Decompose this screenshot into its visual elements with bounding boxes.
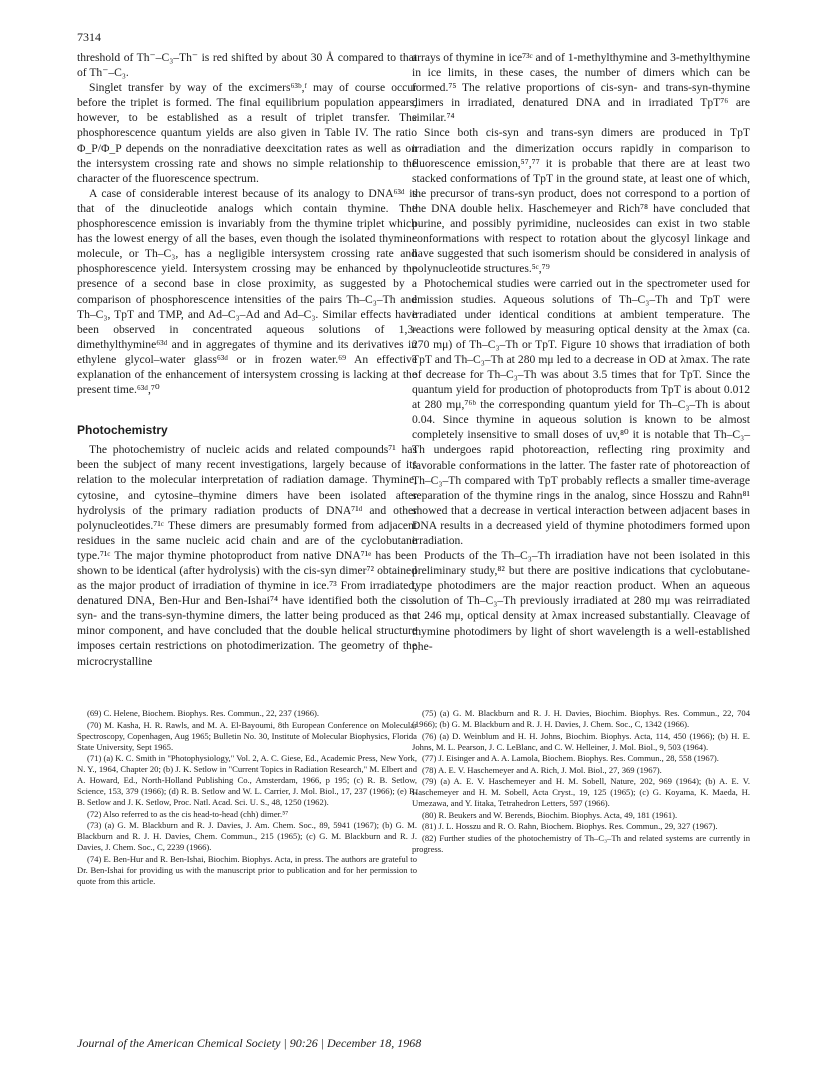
- reference-item: (79) (a) A. E. V. Haschemeyer and H. M. Sobell, Nature, 202, 969 (1964); (b) A. E. V. Haschemeyer and H. M. Sobell, Acta Cryst., 19, 125 (1965); (c) G. Koyama, K. Maeda, H. Umezawa, and Y. Iitaka, Tetrahedron Letters, 597 (1966).: [412, 776, 750, 808]
- body-paragraph: arrays of thymine in ice⁷³ᶜ and of 1-methylthymine and 3-methylthymine in ice limits, in these cases, the number of dimers which can be formed.⁷⁵ The relative proportions of cis-syn- and trans-syn-thymine dimers in irradiated, denatured DNA and in irradiated TpT⁷⁶ are similar.⁷⁴: [412, 51, 750, 125]
- references-left: [77, 708, 417, 887]
- reference-item: (72) Also referred to as the cis head-to-head (chh) dimer.⁵⁷: [87, 808, 289, 819]
- reference-item: (81) J. L. Hosszu and R. O. Rahn, Biochem. Biophys. Res. Commun., 29, 327 (1967).: [422, 821, 718, 831]
- body-paragraph: threshold of Th⁻–C₃–Th⁻ is red shifted by about 30 Å compared to that of Th⁻–C₃.: [77, 51, 417, 80]
- reference-item: (71) (a) K. C. Smith in "Photophysiology," Vol. 2, A. C. Giese, Ed., Academic Press, New York, N. Y., 1964, Chapter 20; (b) J. K. Setlow in "Current Topics in Radiation Research," M. Elbert and A. Howard, Ed., North-Holland Publishing Co., Amsterdam, 1966, p 195; (c) R. B. Setlow, Science, 153, 379 (1966); (d) R. B. Setlow and W. L. Carrier, J. Mol. Biol., 17, 237 (1966); (e) R. B. Setlow and J. K. Setlow, Proc. Natl. Acad. Sci. U. S., 48, 1250 (1962).: [77, 753, 417, 807]
- reference-item: (80) R. Beukers and W. Berends, Biochim. Biophys. Acta, 49, 181 (1961).: [422, 809, 678, 820]
- reference-item: (69) C. Helene, Biochem. Biophys. Res. Commun., 22, 237 (1966).: [87, 708, 320, 718]
- right-column: [412, 50, 750, 654]
- reference-item: (74) E. Ben-Hur and R. Ben-Ishai, Biochim. Biophys. Acta, in press. The authors are grateful to Dr. Ben-Ishai for providing us with the manuscript prior to publication and for her permission to quote from this article.: [77, 853, 417, 886]
- reference-item: (77) J. Eisinger and A. A. Lamola, Biochem. Biophys. Res. Commun., 28, 558 (1967).: [422, 753, 719, 763]
- references-right: [412, 708, 750, 855]
- journal-footer: Journal of the American Chemical Society | 90:26 | December 18, 1968: [77, 1036, 422, 1050]
- reference-item: (76) (a) D. Weinblum and H. H. Johns, Biochim. Biophys. Acta, 114, 450 (1966); (b) H. E. Johns, M. L. Pearson, J. C. LeBlanc, and C. W. Helleiner, J. Mol. Biol., 9, 503 (1964).: [412, 730, 750, 752]
- body-paragraph: The photochemistry of nucleic acids and related compounds⁷¹ has been the subject of many recent investigations, largely because of its relation to the molecular interpretation of radiation damage. Thymine, cytosine, and cytosine–thymine dimers have been isolated after hydrolysis of the primary radiation products of DNA⁷¹ᵈ and other polynucleotides.⁷¹ᶜ These dimers are presumably formed from adjacent residues in the same nucleic acid chain and are of the cyclobutane type.⁷¹ᶜ The major thymine photoproduct from native DNA⁷¹ᵉ has been shown to be identical (after hydrolysis) with the cis-syn dimer⁷² obtained as the major product of irradiation of thymine in ice.⁷³ From irradiated, denatured DNA, Ben-Hur and Ben-Ishai⁷⁴ have identified both the cis-syn- and the trans-syn-thymine dimers, the latter being produced as the minor component, and have concluded that the double helical structure imposes certain restrictions on photodimerization. The geometry of the microcrystalline: [77, 443, 417, 668]
- reference-item: (75) (a) G. M. Blackburn and R. J. H. Davies, Biochim. Biophys. Res. Commun., 22, 704 (1966); (b) G. M. Blackburn and R. J. H. Davies, J. Chem. Soc., C, 1342 (1966).: [412, 708, 750, 729]
- reference-item: (82) Further studies of the photochemistry of Th–C₃–Th and related systems are currently in progress.: [412, 832, 750, 854]
- reference-item: (70) M. Kasha, H. R. Rawls, and M. A. El-Bayoumi, 8th European Conference on Molecular Spectroscopy, Copenhagen, Aug 1965; Bulletin No. 30, Institute of Molecular Biophysics, Florida State University, Sept 1965.: [77, 719, 417, 752]
- page-number: 7314: [77, 30, 101, 44]
- body-paragraph: Singlet transfer by way of the excimers⁶³ᵇ,ᶠ may of course occur before the triplet is formed. The final equilibrium population appears, however, to be established as a result of triplet transfer. The phosphorescence quantum yields are also given in Table IV. The ratio Φ_P/Φ_P depends on the nonradiative deexcitation rates as well as on the intersystem crossing rate and shows no simple relationship to the character of the fluorescence spectrum.: [77, 81, 417, 185]
- body-paragraph: Since both cis-syn and trans-syn dimers are produced in TpT irradiation and the dimerization occurs rapidly in comparison to fluorescence emission,⁵⁷,⁷⁷ it is probable that there are at least two stacked conformations of TpT in the ground state, at least one of which, the precursor of trans-syn product, does not correspond to a portion of the DNA double helix. Haschemeyer and Rich⁷⁸ have concluded that purine, and possibly pyrimidine, nucleosides can exist in two stable conformations with respect to rotation about the glycosyl linkage and have suggested that such isomerism should be considered in analysis of polynucleotide structures.⁵ᶜ,⁷⁹: [412, 126, 750, 276]
- left-column: [77, 50, 417, 669]
- body-paragraph: A case of considerable interest because of its analogy to DNA⁶³ᵈ is that of the dinucleotide analogs which contain thymine. The phosphorescence emission is invariably from the thymine triplet which has the lowest energy of all the bases, even though the isolated thymine molecule, or Th–C₃, has a negligible intersystem crossing rate and phosphorescence yield. Intersystem crossing may be enhanced by the presence of a second base in close proximity, as suggested by a comparison of phosphorescence intensities of the pairs Th–C₃–Th and Th–C₃, TpT and TMP, and Ad–C₃–Ad and Ad–C₃. Similar effects have been observed in concentrated aqueous solutions of 1,3-dimethylthymine⁶³ᵈ and in aggregates of thymine and its derivatives in ethylene glycol–water glass⁶³ᵈ or in frozen water.⁶⁹ An effective explanation of the enhancement of intersystem crossing is lacking at the present time.⁶³ᵈ,⁷⁰: [77, 186, 417, 397]
- body-paragraph: Photochemical studies were carried out in the spectrometer used for emission studies. Aqueous solutions of Th–C₃–Th and TpT were irradiated under identical conditions at ambient temperature. The reactions were followed by measuring optical density at the λmax (ca. 270 mμ) of Th–C₃–Th or TpT. Figure 10 shows that irradiation of both TpT and Th–C₃–Th at 280 mμ led to a decrease in OD at λmax. The rate of decrease for Th–C₃–Th was about 3.5 times that for TpT. Since the quantum yield for production of photoproducts from TpT is about 0.012 at 280 mμ,⁷⁶ᵇ the corresponding quantum yield for Th–C₃–Th is about 0.04. Since thymine in aqueous solution is known to be almost completely insensitive to small doses of uv,⁸⁰ it is notable that Th–C₃–Th undergoes rapid photoreaction, reflecting ring proximity and favorable conformations in the latter. The faster rate of photoreaction of Th–C₃–Th compared with TpT probably reflects a smaller time-average separation of the thymine rings in the analog, since Hosszu and Rahn⁸¹ showed that a decrease in vertical interaction between adjacent bases in DNA results in a decreased yield of thymine photodimers formed upon irradiation.: [412, 277, 750, 547]
- section-heading: Photochemistry: [77, 423, 168, 438]
- reference-item: (78) A. E. V. Haschemeyer and A. Rich, J. Mol. Biol., 27, 369 (1967).: [422, 764, 662, 775]
- body-paragraph: Products of the Th–C₃–Th irradiation have not been isolated in this preliminary study,⁸² but there are positive indications that cyclobutane-type photodimers are the major reaction product. When an aqueous solution of Th–C₃–Th previously irradiated at 280 mμ was reirradiated at 246 mμ, optical density at λmax increased substantially. Cleavage of thymine photodimers by light of short wavelength is a well-established phe-: [412, 549, 750, 653]
- reference-item: (73) (a) G. M. Blackburn and R. J. Davies, J. Am. Chem. Soc., 89, 5941 (1967); (b) G. M. Blackburn and R. J. H. Davies, Chem. Commun., 215 (1965); (c) G. M. Blackburn and R. J. Davies, J. Chem. Soc., C, 2239 (1966).: [77, 820, 417, 852]
